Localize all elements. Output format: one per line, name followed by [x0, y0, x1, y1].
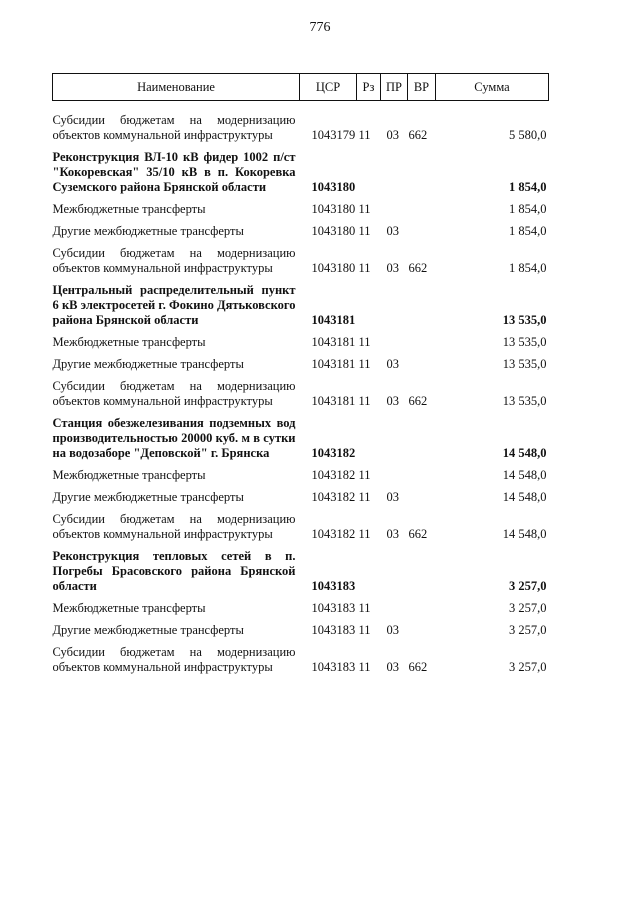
cell-pr: 03 — [386, 128, 399, 142]
cell-name: Другие межбюджетные трансферты — [52, 224, 244, 238]
cell-sum: 14 548,0 — [502, 446, 547, 460]
header-vr: ВР — [408, 74, 436, 101]
cell-pr: 03 — [386, 623, 399, 637]
cell-vr — [408, 146, 436, 198]
cell-pr: 03 — [386, 357, 399, 371]
cell-csr: 1043182 — [311, 468, 356, 482]
cell-vr: 662 — [408, 394, 428, 408]
cell-pr — [381, 331, 408, 353]
cell-pr — [381, 412, 408, 464]
cell-csr: 1043183 — [311, 601, 356, 615]
cell-csr: 1043182 — [311, 446, 356, 460]
cell-vr — [408, 331, 436, 353]
cell-csr: 1043181 — [311, 357, 356, 371]
cell-sum: 3 257,0 — [509, 601, 547, 615]
cell-sum: 14 548,0 — [502, 490, 547, 504]
cell-vr — [408, 619, 436, 641]
cell-csr: 1043182 — [311, 527, 356, 541]
cell-rz: 11 — [358, 335, 371, 349]
cell-csr: 1043182 — [311, 490, 356, 504]
table-row — [53, 331, 549, 353]
cell-sum: 14 548,0 — [502, 468, 547, 482]
cell-vr: 662 — [408, 128, 428, 142]
cell-sum: 5 580,0 — [509, 128, 547, 142]
cell-csr: 1043183 — [311, 660, 356, 674]
cell-vr — [408, 198, 436, 220]
cell-rz: 11 — [358, 490, 371, 504]
cell-name: Субсидии бюджетам на модернизацию объектов коммунальной инфраструктуры — [52, 645, 296, 674]
cell-sum: 1 854,0 — [509, 202, 547, 216]
table-row — [53, 198, 549, 220]
table-row — [53, 619, 549, 641]
table-row — [53, 109, 549, 146]
cell-pr — [381, 198, 408, 220]
cell-name: Другие межбюджетные трансферты — [52, 357, 244, 371]
cell-sum: 13 535,0 — [502, 313, 547, 327]
cell-rz — [357, 545, 381, 597]
cell-name: Реконструкция ВЛ-10 кВ фидер 1002 п/ст "Кокоревская" 35/10 кВ в п. Кокоревка Суземского района Брянской области — [52, 150, 296, 194]
cell-vr — [408, 545, 436, 597]
header-name: Наименование — [53, 74, 300, 101]
cell-vr: 662 — [408, 261, 428, 275]
cell-csr: 1043180 — [311, 202, 356, 216]
header-sum: Сумма — [436, 74, 549, 101]
table-row — [53, 220, 549, 242]
cell-pr — [381, 597, 408, 619]
cell-pr: 03 — [386, 660, 399, 674]
cell-rz — [357, 279, 381, 331]
table-row — [53, 353, 549, 375]
cell-pr — [381, 545, 408, 597]
table-header — [53, 74, 549, 101]
table-row-object — [53, 412, 549, 464]
cell-rz: 11 — [358, 660, 371, 674]
cell-vr — [408, 353, 436, 375]
budget-table — [52, 73, 549, 678]
table-row-object — [53, 545, 549, 597]
cell-name: Субсидии бюджетам на модернизацию объектов коммунальной инфраструктуры — [52, 113, 296, 142]
cell-csr: 1043180 — [311, 224, 356, 238]
cell-sum: 13 535,0 — [502, 394, 547, 408]
cell-sum: 13 535,0 — [502, 335, 547, 349]
cell-csr: 1043183 — [311, 579, 356, 593]
cell-name: Другие межбюджетные трансферты — [52, 490, 244, 504]
cell-name: Межбюджетные трансферты — [52, 202, 206, 216]
cell-name: Центральный распределительный пункт 6 кВ электросетей г. Фокино Дятьковского района Брянской области — [52, 283, 296, 327]
cell-name: Станция обезжелезивания подземных вод производительностью 20000 куб. м в сутки на водозаборе "Деповской" г. Брянска — [52, 416, 296, 460]
cell-pr — [381, 146, 408, 198]
cell-pr: 03 — [386, 490, 399, 504]
cell-csr: 1043180 — [311, 180, 356, 194]
cell-sum: 3 257,0 — [509, 660, 547, 674]
cell-sum: 3 257,0 — [509, 623, 547, 637]
cell-pr: 03 — [386, 224, 399, 238]
cell-vr — [408, 486, 436, 508]
cell-rz: 11 — [358, 527, 371, 541]
cell-sum: 1 854,0 — [509, 180, 547, 194]
cell-sum: 14 548,0 — [502, 527, 547, 541]
cell-rz — [357, 146, 381, 198]
cell-vr — [408, 464, 436, 486]
cell-rz — [357, 412, 381, 464]
cell-rz: 11 — [358, 601, 371, 615]
header-pr: ПР — [381, 74, 408, 101]
cell-pr — [381, 279, 408, 331]
cell-name: Субсидии бюджетам на модернизацию объектов коммунальной инфраструктуры — [52, 379, 296, 408]
table-row — [53, 464, 549, 486]
cell-name: Субсидии бюджетам на модернизацию объектов коммунальной инфраструктуры — [52, 246, 296, 275]
table-row — [53, 508, 549, 545]
cell-vr — [408, 279, 436, 331]
cell-rz: 11 — [358, 202, 371, 216]
page-number: 776 — [309, 20, 331, 35]
cell-rz: 11 — [358, 468, 371, 482]
cell-csr: 1043181 — [311, 394, 356, 408]
cell-pr: 03 — [386, 261, 399, 275]
cell-vr — [408, 412, 436, 464]
cell-csr: 1043183 — [311, 623, 356, 637]
cell-pr: 03 — [386, 527, 399, 541]
cell-rz: 11 — [358, 394, 371, 408]
cell-pr: 03 — [386, 394, 399, 408]
cell-vr — [408, 220, 436, 242]
header-csr: ЦСР — [300, 74, 357, 101]
cell-csr: 1043181 — [311, 313, 356, 327]
table-row — [53, 242, 549, 279]
cell-csr: 1043181 — [311, 335, 356, 349]
table-row — [53, 597, 549, 619]
header-rz: Рз — [357, 74, 381, 101]
cell-rz: 11 — [358, 623, 371, 637]
cell-name: Межбюджетные трансферты — [52, 335, 206, 349]
cell-csr: 1043180 — [311, 261, 356, 275]
cell-sum: 1 854,0 — [509, 261, 547, 275]
cell-vr: 662 — [408, 527, 428, 541]
table-row-object — [53, 146, 549, 198]
table-row — [53, 375, 549, 412]
table-row — [53, 641, 549, 678]
cell-rz: 11 — [358, 261, 371, 275]
cell-rz: 11 — [358, 224, 371, 238]
cell-sum: 1 854,0 — [509, 224, 547, 238]
table-body — [53, 101, 549, 679]
cell-name: Субсидии бюджетам на модернизацию объектов коммунальной инфраструктуры — [52, 512, 296, 541]
cell-name: Реконструкция тепловых сетей в п. Погребы Брасовского района Брянской области — [52, 549, 296, 593]
cell-pr — [381, 464, 408, 486]
cell-name: Межбюджетные трансферты — [52, 601, 206, 615]
table-row — [53, 486, 549, 508]
cell-name: Другие межбюджетные трансферты — [52, 623, 244, 637]
cell-rz: 11 — [358, 357, 371, 371]
cell-rz: 11 — [358, 128, 371, 142]
cell-csr: 1043179 — [311, 128, 356, 142]
cell-vr: 662 — [408, 660, 428, 674]
cell-sum: 13 535,0 — [502, 357, 547, 371]
cell-name: Межбюджетные трансферты — [52, 468, 206, 482]
cell-sum: 3 257,0 — [509, 579, 547, 593]
cell-vr — [408, 597, 436, 619]
table-row-object — [53, 279, 549, 331]
